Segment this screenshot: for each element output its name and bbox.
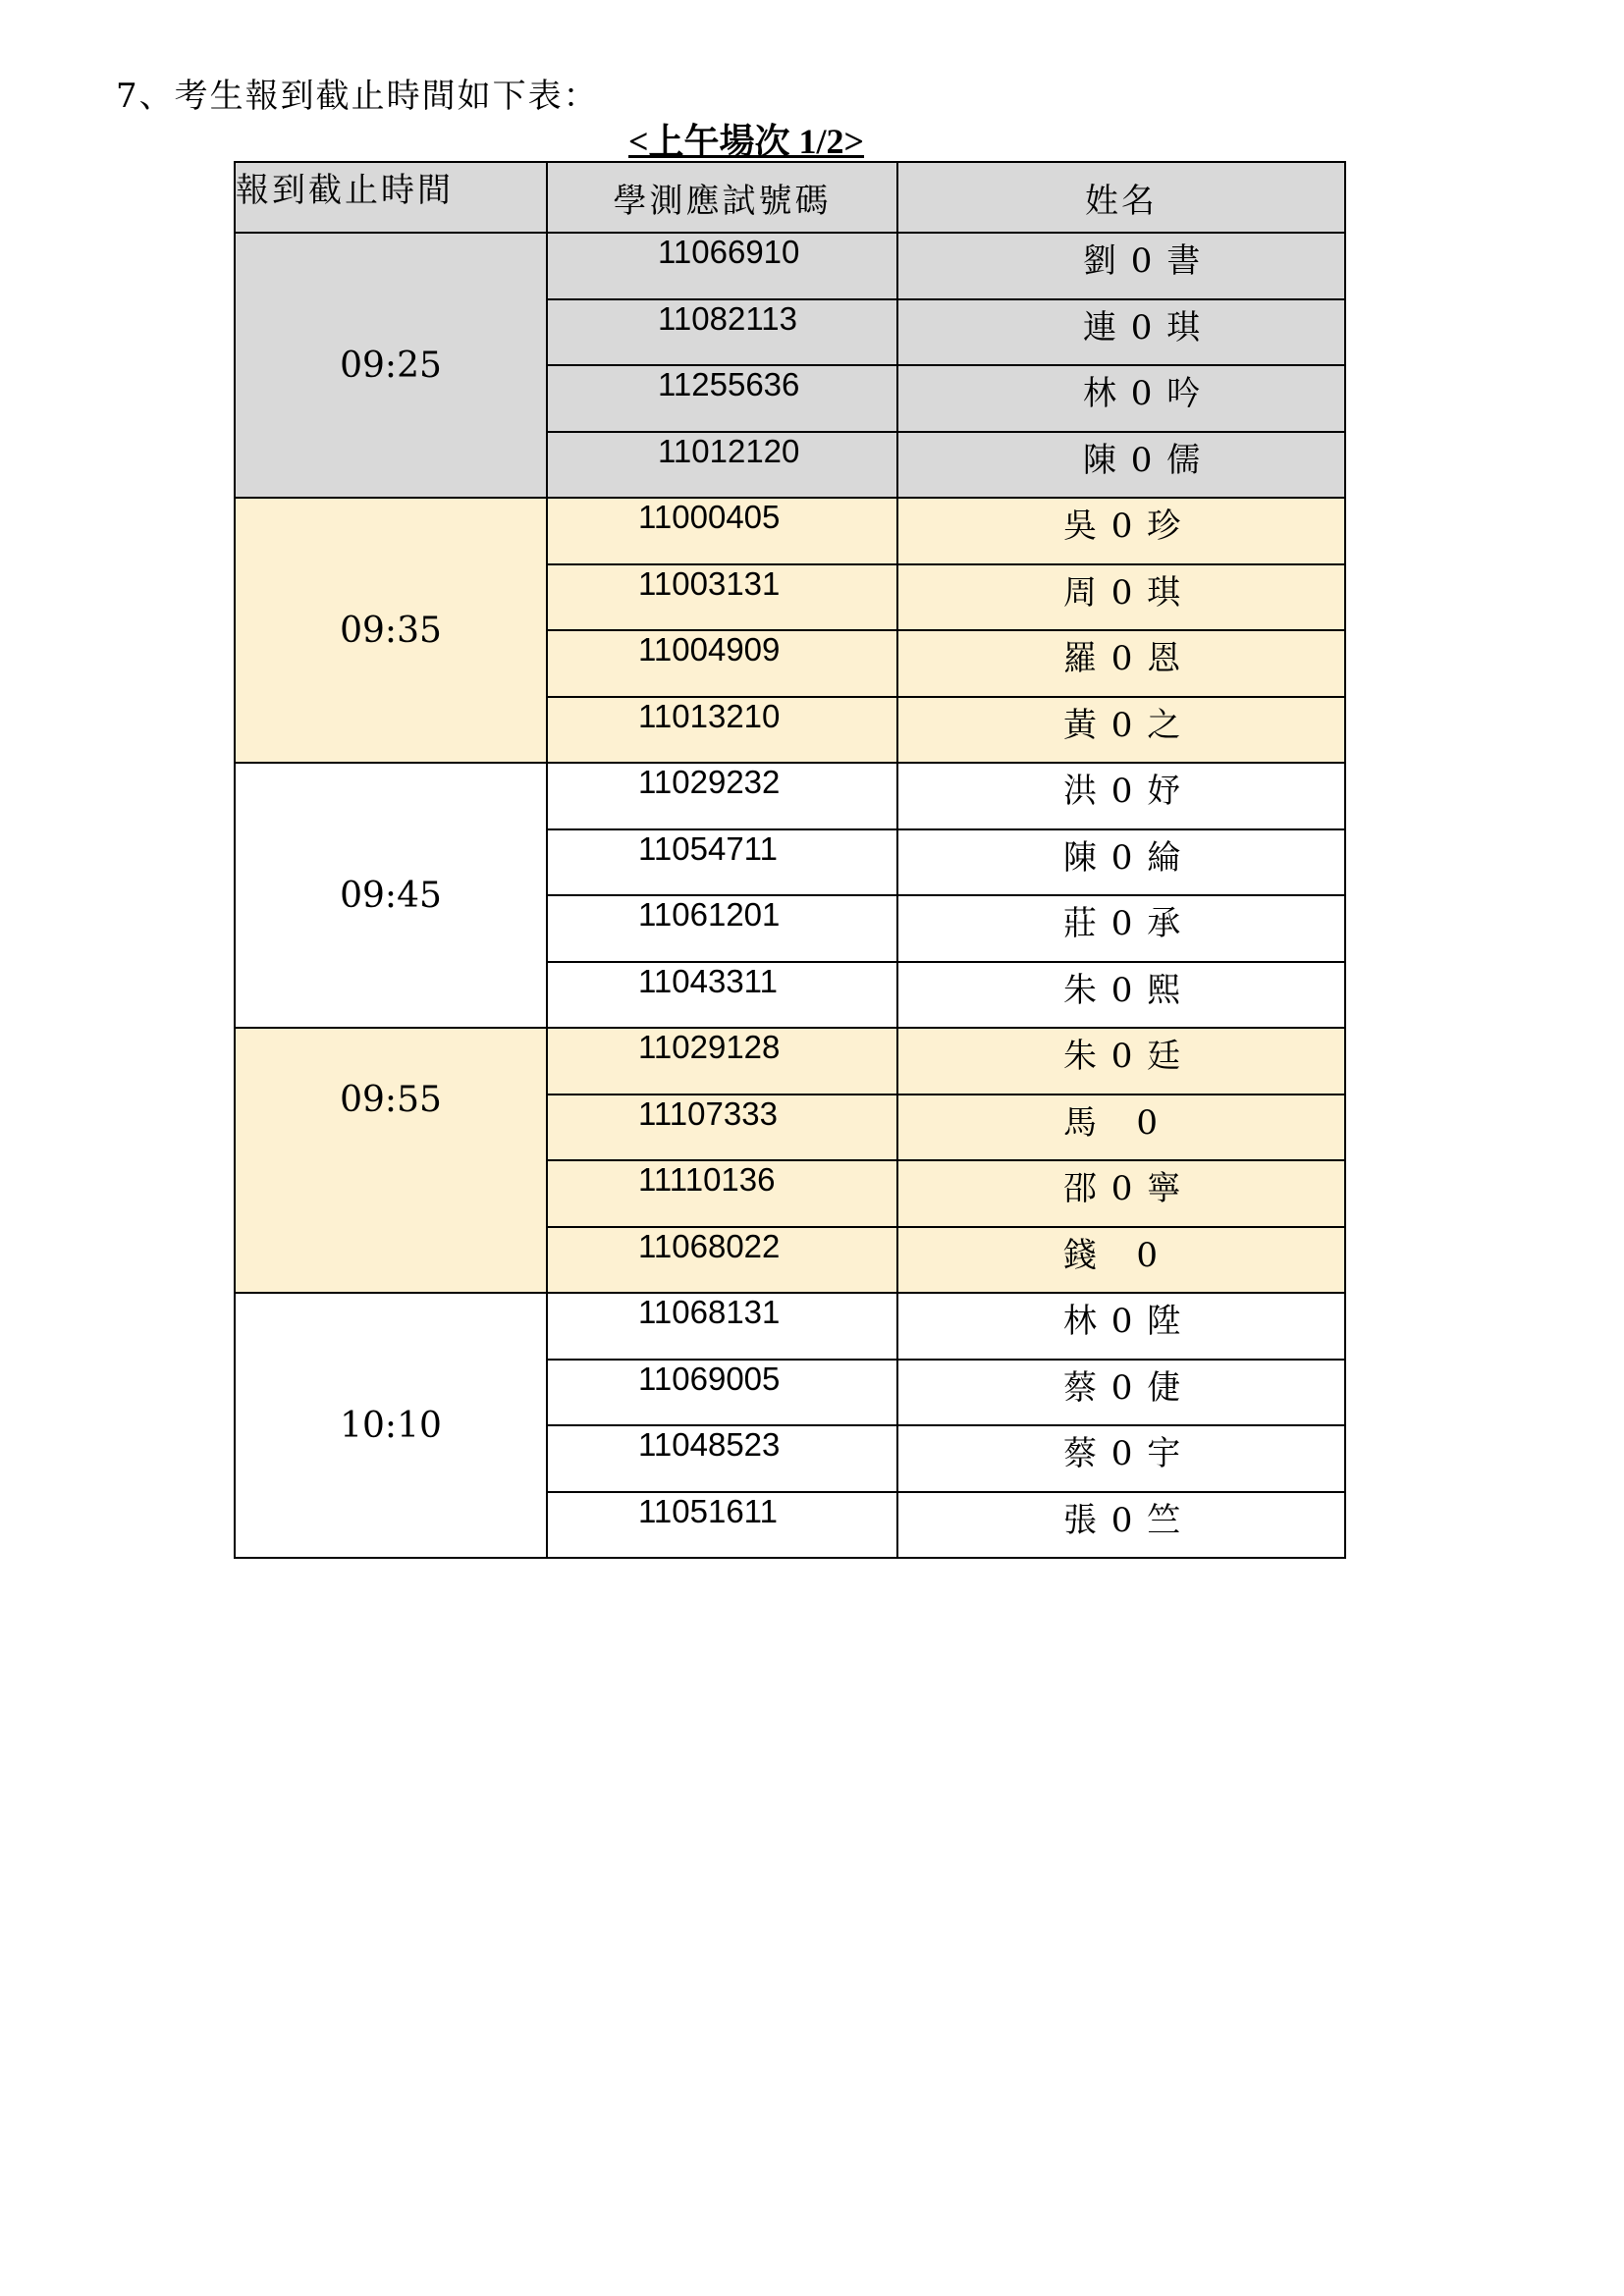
exam-id-cell: 11069005 <box>547 1360 897 1426</box>
table-row <box>235 1293 1345 1360</box>
deadline-time-cell: 09:45 <box>235 763 547 1028</box>
name-cell: 羅 0 恩 <box>897 630 1345 697</box>
name-cell: 蔡 0 宇 <box>897 1425 1345 1492</box>
exam-id-cell: 11051611 <box>547 1492 897 1559</box>
table-header-row <box>235 162 1345 233</box>
header-exam-id: 學測應試號碼 <box>547 162 897 233</box>
name-cell: 陳 0 儒 <box>897 432 1345 499</box>
exam-id-cell: 11029128 <box>547 1028 897 1095</box>
exam-id-cell: 11082113 <box>547 299 897 366</box>
exam-id-cell: 11043311 <box>547 962 897 1029</box>
exam-id-cell: 11048523 <box>547 1425 897 1492</box>
deadline-time-cell: 09:35 <box>235 498 547 763</box>
name-cell: 錢 0 <box>897 1227 1345 1294</box>
exam-id-cell: 11003131 <box>547 564 897 631</box>
name-cell: 林 0 吟 <box>897 365 1345 432</box>
exam-id-cell: 11054711 <box>547 829 897 896</box>
exam-id-cell: 11000405 <box>547 498 897 564</box>
name-cell: 蔡 0 倢 <box>897 1360 1345 1426</box>
intro-line: 7、考生報到截止時間如下表： <box>116 77 599 116</box>
exam-id-cell: 11110136 <box>547 1160 897 1227</box>
name-cell: 林 0 陞 <box>897 1293 1345 1360</box>
name-cell: 莊 0 承 <box>897 895 1345 962</box>
exam-id-cell: 11066910 <box>547 233 897 299</box>
exam-id-cell: 11068022 <box>547 1227 897 1294</box>
header-name: 姓名 <box>897 162 1345 233</box>
table-row <box>235 233 1345 299</box>
exam-id-cell: 11029232 <box>547 763 897 829</box>
name-cell: 陳 0 綸 <box>897 829 1345 896</box>
name-cell: 周 0 琪 <box>897 564 1345 631</box>
header-time: 報到截止時間 <box>235 162 547 233</box>
exam-id-cell: 11012120 <box>547 432 897 499</box>
exam-id-cell: 11061201 <box>547 895 897 962</box>
table-row <box>235 1028 1345 1095</box>
name-cell: 連 0 琪 <box>897 299 1345 366</box>
exam-id-cell: 11107333 <box>547 1095 897 1161</box>
name-cell: 朱 0 廷 <box>897 1028 1345 1095</box>
table-row <box>235 498 1345 564</box>
name-cell: 馬 0 <box>897 1095 1345 1161</box>
session-subtitle: <上午場次 1/2> <box>628 122 865 161</box>
name-cell: 邵 0 寧 <box>897 1160 1345 1227</box>
report-deadline-table <box>234 161 1346 1559</box>
deadline-time-cell: 10:10 <box>235 1293 547 1558</box>
deadline-time-cell: 09:25 <box>235 233 547 498</box>
exam-id-cell: 11068131 <box>547 1293 897 1360</box>
name-cell: 張 0 竺 <box>897 1492 1345 1559</box>
name-cell: 劉 0 書 <box>897 233 1345 299</box>
name-cell: 朱 0 熙 <box>897 962 1345 1029</box>
deadline-time-cell: 09:55 <box>235 1028 547 1293</box>
exam-id-cell: 11004909 <box>547 630 897 697</box>
name-cell: 黃 0 之 <box>897 697 1345 764</box>
name-cell: 吳 0 珍 <box>897 498 1345 564</box>
exam-id-cell: 11013210 <box>547 697 897 764</box>
name-cell: 洪 0 妤 <box>897 763 1345 829</box>
table-row <box>235 763 1345 829</box>
exam-id-cell: 11255636 <box>547 365 897 432</box>
